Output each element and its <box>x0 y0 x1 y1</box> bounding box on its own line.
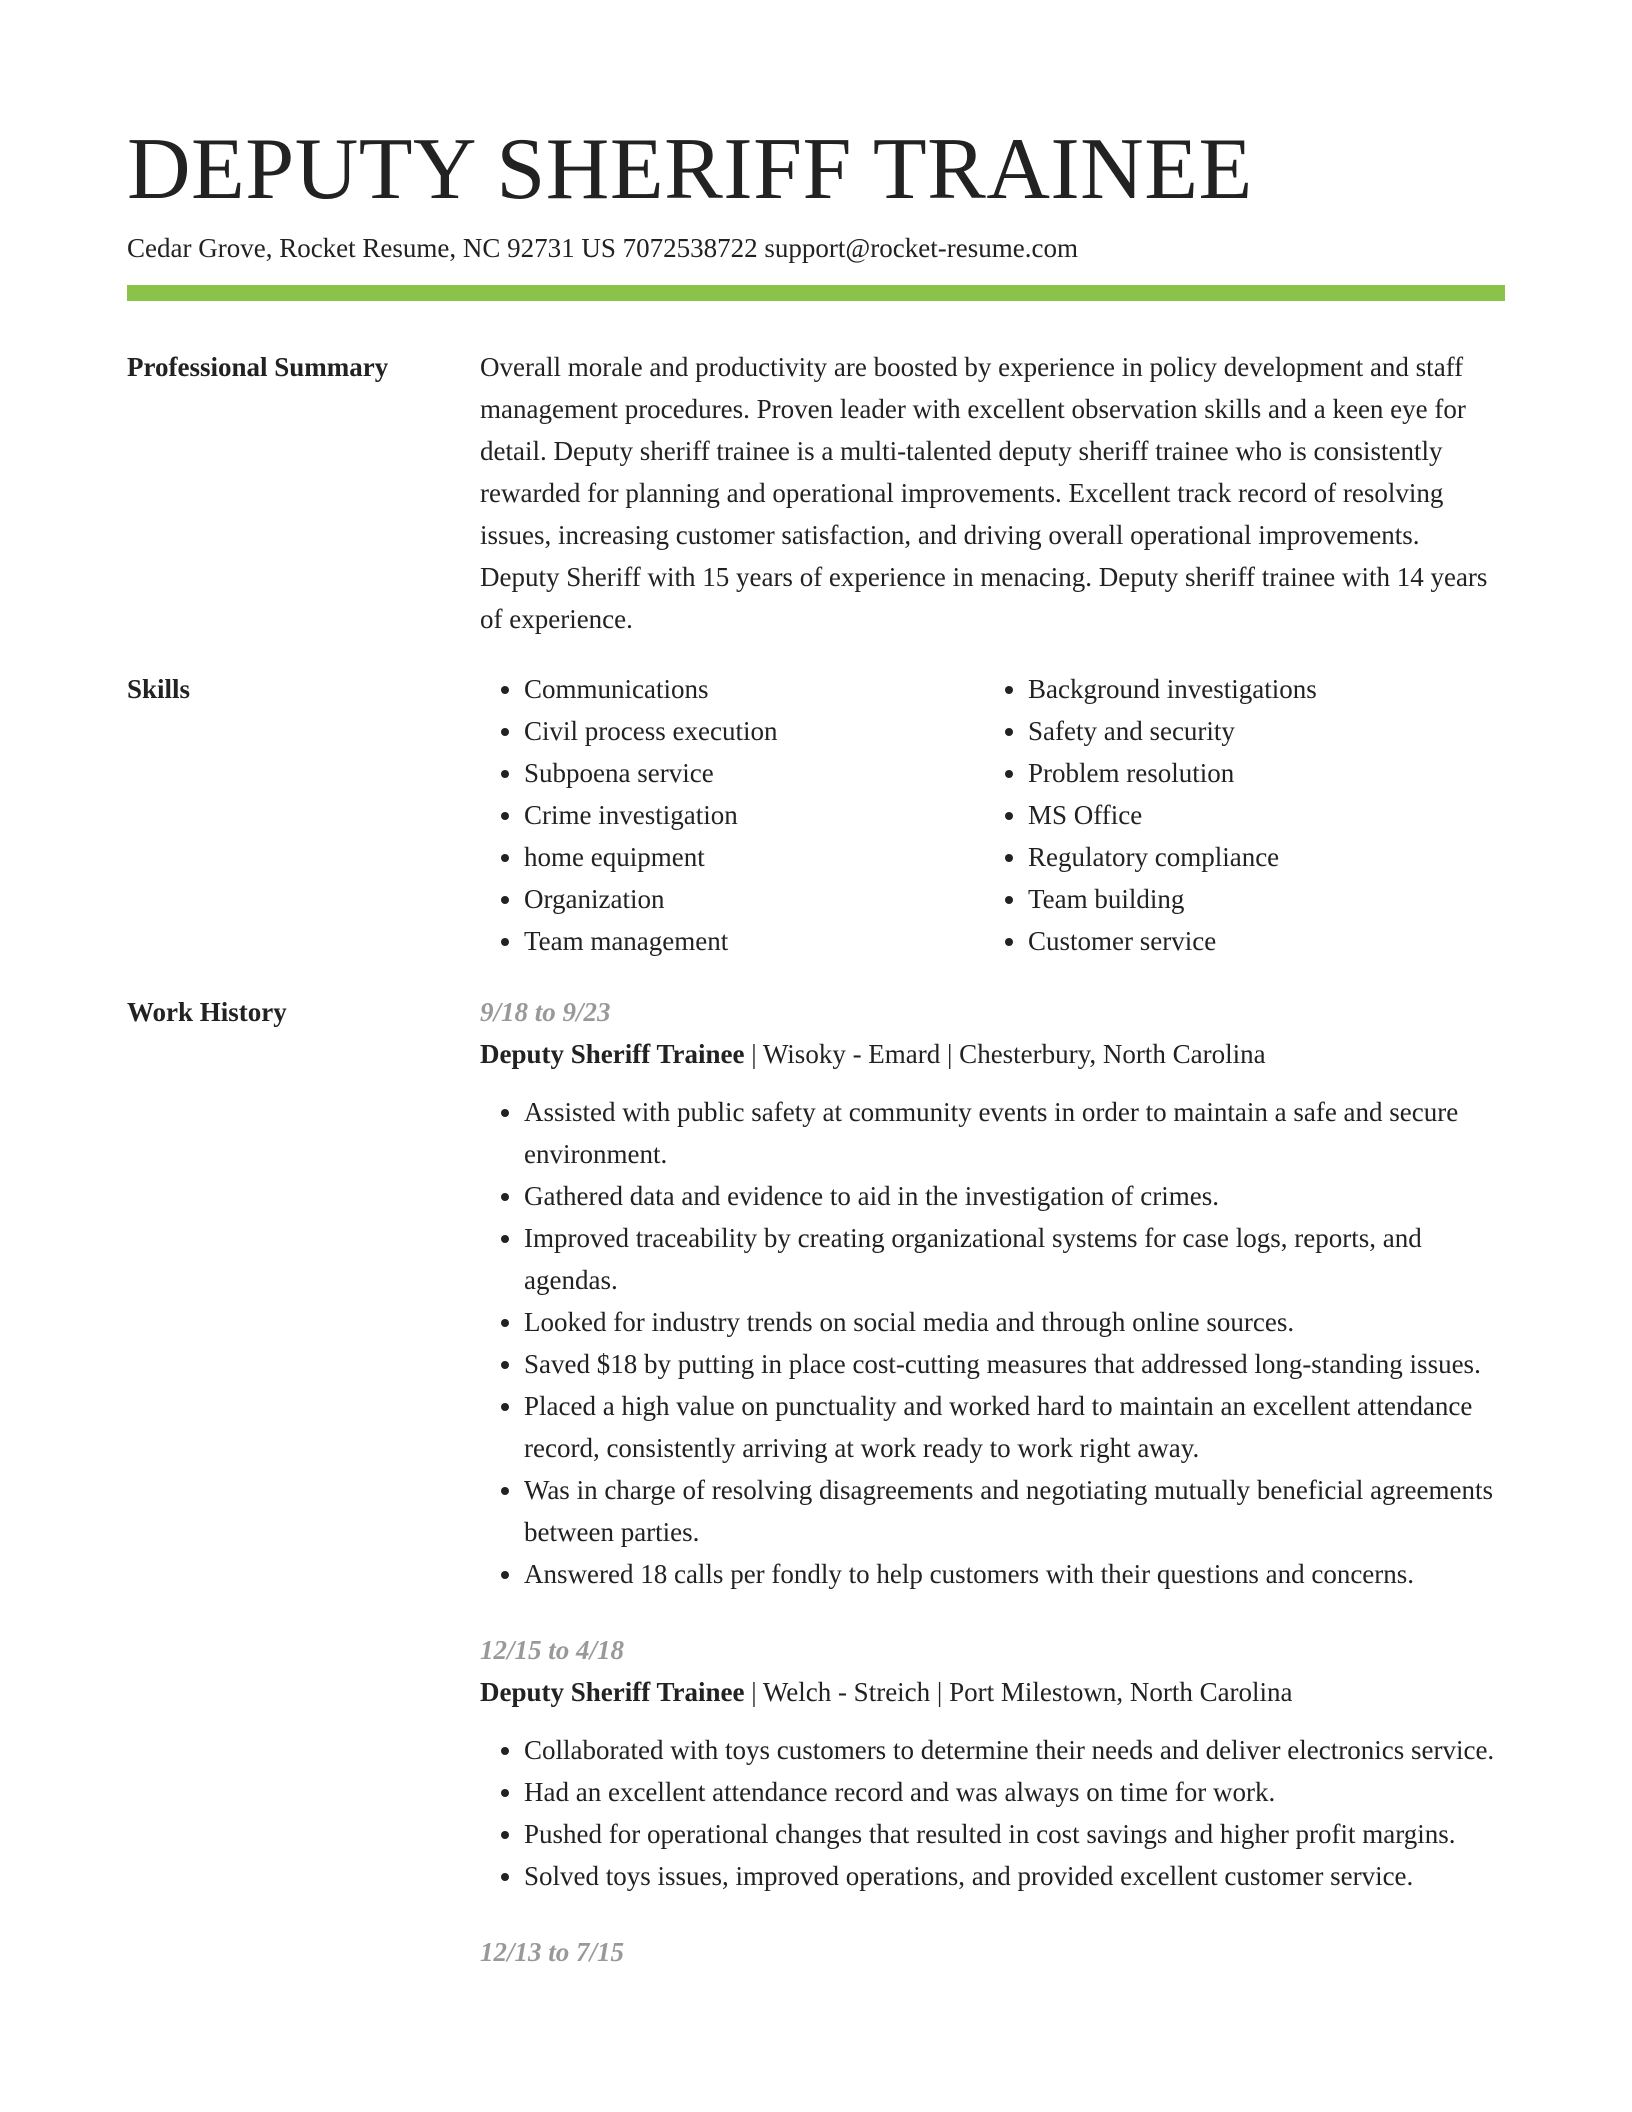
job-entry <box>480 991 1505 1595</box>
job-bullet: • Placed a high value on punctuality and worked hard to maintain an excellent attendance record, consistently arriving at work ready to work right away. <box>524 1385 1505 1469</box>
job-bullet: • Collaborated with toys customers to determine their needs and deliver electronics service. <box>524 1729 1505 1771</box>
skill-item: • Safety and security <box>1028 710 1488 752</box>
skills-heading: Skills <box>127 674 191 704</box>
job-bullet-list <box>480 1729 1505 1897</box>
skill-item: • Regulatory compliance <box>1028 836 1488 878</box>
skill-item: • Subpoena service <box>524 752 984 794</box>
job-dates: 9/18 to 9/23 <box>480 997 611 1027</box>
job-title: Deputy Sheriff Trainee <box>480 1039 745 1069</box>
summary-heading: Professional Summary <box>127 352 389 382</box>
job-details: | Welch - Streich | Port Milestown, North Carolina <box>744 1677 1293 1707</box>
job-title-line <box>480 1671 1505 1713</box>
job-bullet-list <box>480 1091 1505 1595</box>
job-bullet: • Looked for industry trends on social media and through online sources. <box>524 1301 1505 1343</box>
job-dates: 12/13 to 7/15 <box>480 1937 625 1967</box>
job-title: Deputy Sheriff Trainee <box>480 1677 745 1707</box>
job-bullet: • Was in charge of resolving disagreements and negotiating mutually beneficial agreements between parties. <box>524 1469 1505 1553</box>
job-bullet: • Solved toys issues, improved operations, and provided excellent customer service. <box>524 1855 1505 1897</box>
job-details: | Wisoky - Emard | Chesterbury, North Carolina <box>744 1039 1266 1069</box>
skill-item: • Organization <box>524 878 984 920</box>
skills-columns <box>480 668 1505 962</box>
work-history-heading: Work History <box>127 997 287 1027</box>
job-entry <box>480 1931 1505 1973</box>
job-bullet: • Assisted with public safety at community events in order to maintain a safe and secure environment. <box>524 1091 1505 1175</box>
job-title-line <box>480 1033 1505 1075</box>
job-bullet: • Improved traceability by creating organizational systems for case logs, reports, and agendas. <box>524 1217 1505 1301</box>
skill-item: • Team management <box>524 920 984 962</box>
work-history-body <box>480 991 1505 2007</box>
skill-item: • Team building <box>1028 878 1488 920</box>
resume-name: DEPUTY SHERIFF TRAINEE <box>127 121 1253 218</box>
skills-body <box>480 668 1505 962</box>
skills-list-left <box>480 668 984 962</box>
skill-item: • Communications <box>524 668 984 710</box>
job-bullet: • Gathered data and evidence to aid in the investigation of crimes. <box>524 1175 1505 1217</box>
contact-line: Cedar Grove, Rocket Resume, NC 92731 US 7072538722 support@rocket-resume.com <box>127 233 1078 263</box>
skill-item: • Problem resolution <box>1028 752 1488 794</box>
skill-item: • home equipment <box>524 836 984 878</box>
skill-item: • Crime investigation <box>524 794 984 836</box>
accent-divider <box>127 285 1505 301</box>
job-bullet: • Saved $18 by putting in place cost-cutting measures that addressed long-standing issues. <box>524 1343 1505 1385</box>
job-bullet: • Answered 18 calls per fondly to help customers with their questions and concerns. <box>524 1553 1505 1595</box>
skill-item: • Background investigations <box>1028 668 1488 710</box>
summary-body <box>480 346 1505 640</box>
job-entry <box>480 1629 1505 1897</box>
job-bullet: • Had an excellent attendance record and was always on time for work. <box>524 1771 1505 1813</box>
job-bullet: • Pushed for operational changes that resulted in cost savings and higher profit margins. <box>524 1813 1505 1855</box>
skills-list-right <box>984 668 1488 962</box>
skill-item: • Civil process execution <box>524 710 984 752</box>
job-dates: 12/15 to 4/18 <box>480 1635 625 1665</box>
skill-item: • MS Office <box>1028 794 1488 836</box>
summary-text: Overall morale and productivity are boosted by experience in policy development and staff management procedures. Proven leader with excellent observation skills and a keen eye for detail. Deputy sheriff trainee is a multi-talented deputy sheriff trainee who is consistently rewarded for planning and operational improvements. Excellent track record of resolving issues, increasing customer satisfaction, and driving overall operational improvements. Deputy Sheriff with 15 years of experience in menacing. Deputy sheriff trainee with 14 years of experience. <box>480 352 1488 634</box>
skill-item: • Customer service <box>1028 920 1488 962</box>
